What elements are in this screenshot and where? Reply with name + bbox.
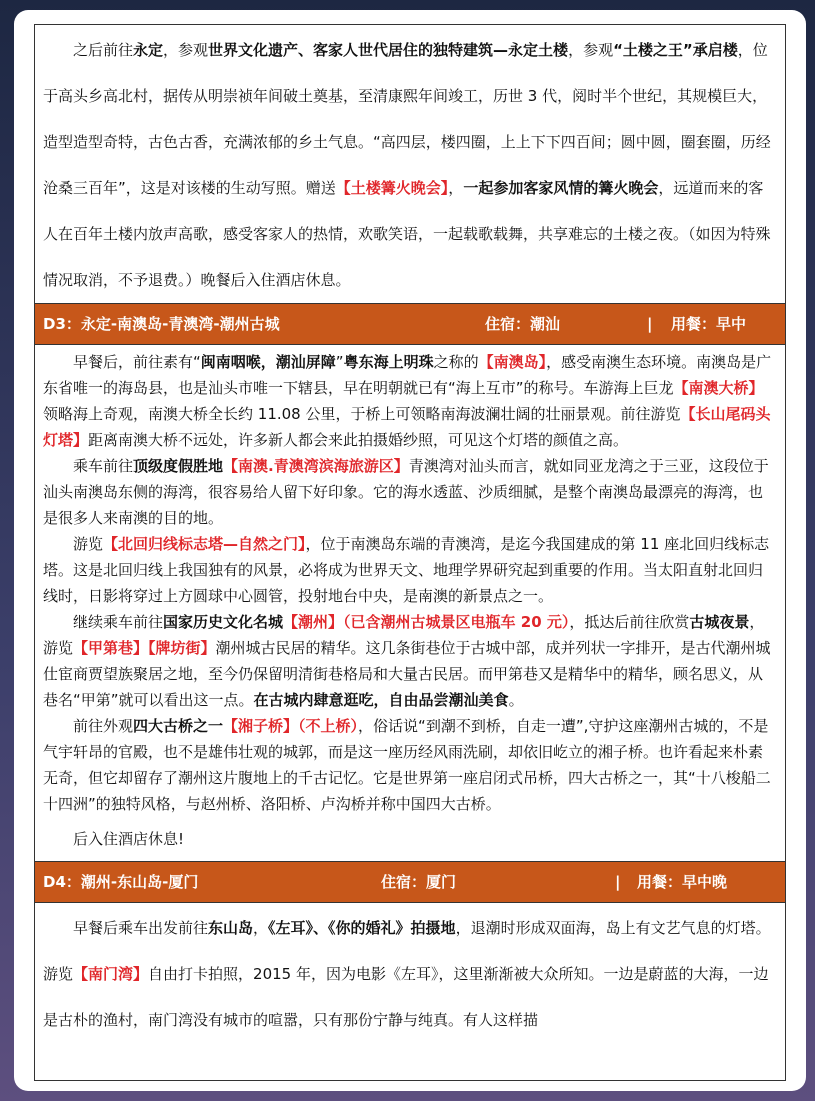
day4-meals: 用餐：早中晚: [637, 873, 728, 891]
body-text: ，: [253, 919, 269, 937]
day4-header-bar: [35, 861, 785, 903]
body-text: ，抵达后前往欣赏: [569, 613, 690, 631]
emphasis-text: 闽南咽喉，潮汕屏障: [200, 353, 336, 371]
day3-paragraph-hotel: [35, 817, 785, 861]
highlight-attraction: 【南澳大桥】: [673, 379, 764, 397]
body-text: ，俗话说“到潮不到桥，自走一遭”,守护这座潮州古城的，不是气宇轩昂的官殿，也不是雄伟壮观的城郭，而是这一座历经风雨洗刷，却依旧屹立的湘子桥。也许看起来朴素无奇，但它却留存了潮州这片腹地上的千古记忆。它是世界第一座启闭式吊桥，四大古桥之一，其“十八梭船二十四洲”的独特风格，与赵州桥、洛阳桥、卢沟桥并称中国四大古桥。: [43, 717, 771, 813]
day3-body: [35, 345, 785, 861]
body-text: 自由打卡拍照，2015 年，因为电影《左耳》，这里渐渐被大众所知。一边是蔚蓝的大海，一边是古朴的渔村，南门湾没有城市的喧嚣，只有那份宁静与纯真。有人这样描: [43, 965, 769, 1029]
body-text: 后入住酒店休息!: [73, 830, 185, 848]
emphasis-text: “土楼之王”承启楼: [613, 41, 738, 59]
day3-paragraph-chaozhou: [35, 609, 785, 713]
emphasis-text: 国家历史文化名城: [163, 613, 284, 631]
emphasis-text: 世界文化遗产、客家人世代居住的独特建筑—永定土楼: [208, 41, 569, 59]
body-text: 早餐后，前往素有“: [73, 353, 201, 371]
itinerary-table: [34, 24, 786, 1081]
emphasis-text: 一起参加客家风情的篝火晚会: [463, 179, 659, 197]
body-text: ，感受南澳生态环境。南澳岛是广东省唯一的海岛县，也是汕头市唯一下辖县，早在明朝就已有“海上互市”的称号。车游海上巨龙: [43, 353, 772, 397]
body-text: 距离南澳大桥不远处，许多新人都会来此拍摄婚纱照，可见这个灯塔的颜值之高。: [88, 431, 629, 449]
highlight-attraction: 【南澳.青澳湾滨海旅游区】: [223, 457, 409, 475]
day3-separator: |: [647, 315, 653, 333]
day3-meals: 用餐：早中: [671, 315, 747, 333]
day3-route: D3：永定-南澳岛-青澳湾-潮州古城: [43, 315, 280, 333]
body-text: 领略海上奇观，南澳大桥全长约 11.08 公里，于桥上可领略南海波澜壮阔的壮丽景观。前往游览: [43, 405, 681, 423]
body-text: ”: [335, 353, 344, 371]
document-page: [14, 10, 806, 1091]
day4-paragraph-dongshan: [35, 905, 785, 1043]
emphasis-text: 四大古桥之一: [133, 717, 224, 735]
highlight-attraction: 【甲第巷】【牌坊街】: [73, 639, 216, 657]
body-text: 游览: [73, 535, 104, 553]
body-text: 之后前往: [73, 41, 134, 59]
body-text: 继续乘车前往: [73, 613, 164, 631]
emphasis-text: 顶级度假胜地: [133, 457, 224, 475]
body-text: ，远道而来的客人在百年土楼内放声高歌，感受客家人的热情，欢歌笑语，一起载歌载舞，共享难忘的土楼之夜。（如因为特殊情况取消，不予退费。）晚餐后入住酒店休息。: [43, 179, 771, 289]
body-text: 前往外观: [73, 717, 134, 735]
body-text: ，: [448, 179, 464, 197]
day4-accommodation: 住宿：厦门: [381, 873, 457, 891]
day3-accommodation: 住宿：潮汕: [485, 315, 561, 333]
emphasis-text: 粤东海上明珠: [343, 353, 434, 371]
body-text: 潮州城古民居的精华。这几条街巷位于古城中部，成并列状一字排开，是古代潮州城仕宦商贾望族聚居之地，至今仍保留明清街巷格局和大量古民居。而甲第巷又是精华中的精华，顾名思义，从巷名“甲第”就可以看出这一点。: [43, 639, 771, 709]
day3-paragraph-nanao-island: [35, 349, 785, 453]
body-text: ，位于高头乡高北村，据传从明崇祯年间破土奠基，至清康熙年间竣工，历世 3 代，阅时半个世纪，其规模巨大，造型造型奇特，古色古香，充满浓郁的乡土气息。“高四层，楼四圈，上上下下四百间；圆中圆，圈套圈，历经沧桑三百年”，这是对该楼的生动写照。赠送: [43, 41, 771, 197]
body-text: 。: [508, 691, 524, 709]
body-text: ，退潮时形成双面海，岛上有文艺气息的灯塔。 游览: [43, 919, 771, 983]
highlight-attraction: 【湘子桥】（不上桥）: [223, 717, 359, 735]
body-text: ，位于南澳岛东端的青澳湾，是迄今我国建成的第 11 座北回归线标志塔。这是北回归线上我国独有的风景，必将成为世界天文、地理学界研究起到重要的作用。当太阳直射北回归线时，日影将穿过上方圆球中心圆管，投射地台中央，是南澳的新景点之一。: [43, 535, 770, 605]
day4-separator: |: [615, 873, 621, 891]
body-text: ，游览: [43, 613, 765, 657]
highlight-attraction: 【潮州】（已含潮州古城景区电瓶车 20 元）: [283, 613, 570, 631]
body-text: 青澳湾对汕头而言，就如同亚龙湾之于三亚，这段位于汕头南澳岛东侧的海湾，很容易给人留下好印象。它的海水透蓝、沙质细腻，是整个南澳岛最漂亮的海湾，也是很多人来南澳的目的地。: [43, 457, 769, 527]
highlight-attraction: 【北回归线标志塔—自然之门】: [103, 535, 306, 553]
emphasis-text: 东山岛: [208, 919, 254, 937]
day3-paragraph-tropic-tower: [35, 531, 785, 609]
body-text: 早餐后乘车出发前往: [73, 919, 209, 937]
day4-route: D4：潮州-东山岛-厦门: [43, 873, 199, 891]
body-text: ，参观: [568, 41, 614, 59]
highlight-attraction: 【土楼篝火晚会】: [335, 179, 449, 197]
body-text: ，参观: [163, 41, 209, 59]
highlight-attraction: 【南门湾】: [73, 965, 149, 983]
highlight-attraction: 【长山尾码头灯塔】: [43, 405, 771, 449]
day3-paragraph-qingao-bay: [35, 453, 785, 531]
body-text: 之称的: [433, 353, 479, 371]
day3-paragraph-xiangzi-bridge: [35, 713, 785, 817]
emphasis-text: 古城夜景: [689, 613, 750, 631]
emphasis-text: 永定: [133, 41, 164, 59]
highlight-attraction: 【南澳岛】: [478, 353, 547, 371]
emphasis-text: 《左耳》、《你的婚礼》拍摄地: [268, 919, 456, 937]
emphasis-text: 在古城内肆意逛吃，自由品尝潮汕美食: [253, 691, 509, 709]
body-text: 乘车前往: [73, 457, 134, 475]
intro-paragraph: [35, 27, 785, 303]
day3-header-bar: [35, 303, 785, 345]
